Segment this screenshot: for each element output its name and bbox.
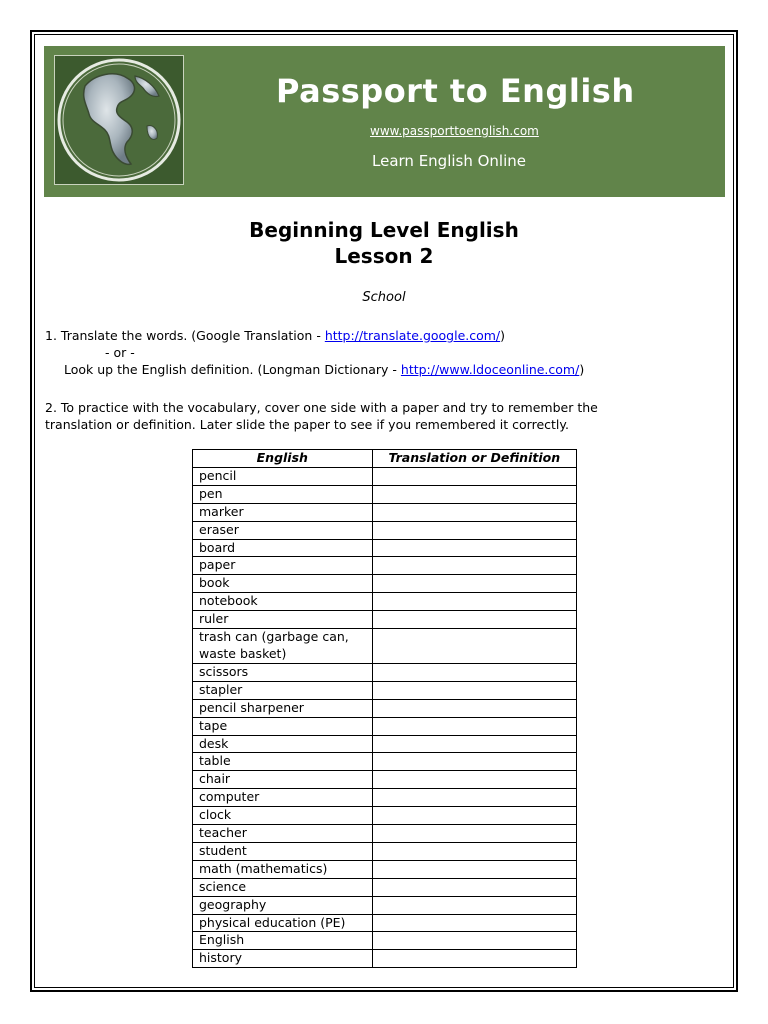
- translation-cell[interactable]: [372, 503, 576, 521]
- english-word: paper: [193, 557, 373, 575]
- english-word: clock: [193, 807, 373, 825]
- translation-cell[interactable]: [372, 593, 576, 611]
- table-row: [193, 629, 577, 664]
- instruction-or: - or -: [105, 345, 135, 360]
- step1b-text: Look up the English definition. (Longman Dictionary -: [64, 362, 401, 377]
- translation-cell[interactable]: [372, 771, 576, 789]
- table-row: [193, 557, 577, 575]
- translation-cell[interactable]: [372, 467, 576, 485]
- english-word: notebook: [193, 593, 373, 611]
- english-word: history: [193, 950, 373, 968]
- english-word: eraser: [193, 521, 373, 539]
- translation-cell[interactable]: [372, 735, 576, 753]
- translation-cell[interactable]: [372, 932, 576, 950]
- translation-cell[interactable]: [372, 878, 576, 896]
- english-word: chair: [193, 771, 373, 789]
- site-title: Passport to English: [276, 72, 635, 110]
- table-row: [193, 807, 577, 825]
- table-row: [193, 575, 577, 593]
- table-row: [193, 825, 577, 843]
- translation-cell[interactable]: [372, 485, 576, 503]
- english-word: table: [193, 753, 373, 771]
- translation-cell[interactable]: [372, 807, 576, 825]
- instruction-step1: [45, 327, 505, 344]
- table-row: [193, 860, 577, 878]
- english-word: pen: [193, 485, 373, 503]
- table-row: [193, 717, 577, 735]
- instruction-step1b: [64, 361, 584, 378]
- english-word: board: [193, 539, 373, 557]
- lesson-number: Lesson 2: [334, 244, 434, 268]
- english-word: English: [193, 932, 373, 950]
- english-word: desk: [193, 735, 373, 753]
- translation-cell[interactable]: [372, 860, 576, 878]
- translation-cell[interactable]: [372, 699, 576, 717]
- translation-cell[interactable]: [372, 663, 576, 681]
- longman-dictionary-link[interactable]: http://www.ldoceonline.com/: [400, 362, 580, 377]
- table-row: [193, 735, 577, 753]
- table-row: [193, 896, 577, 914]
- english-word: pencil: [193, 467, 373, 485]
- table-row: [193, 699, 577, 717]
- translation-cell[interactable]: [372, 717, 576, 735]
- column-header-english: English: [193, 450, 373, 468]
- english-word: teacher: [193, 825, 373, 843]
- english-word: book: [193, 575, 373, 593]
- table-row: [193, 663, 577, 681]
- translation-cell[interactable]: [372, 896, 576, 914]
- table-row: [193, 842, 577, 860]
- english-word: scissors: [193, 663, 373, 681]
- table-row: [193, 503, 577, 521]
- globe-icon: [55, 56, 183, 184]
- english-word: geography: [193, 896, 373, 914]
- translation-cell[interactable]: [372, 825, 576, 843]
- table-row: [193, 932, 577, 950]
- english-word: student: [193, 842, 373, 860]
- table-row: [193, 611, 577, 629]
- translation-cell[interactable]: [372, 629, 576, 664]
- table-row: [193, 950, 577, 968]
- translation-cell[interactable]: [372, 914, 576, 932]
- instruction-step2-line2: translation or definition. Later slide the paper to see if you remembered it correctly.: [45, 417, 569, 432]
- translation-cell[interactable]: [372, 681, 576, 699]
- table-row: [193, 753, 577, 771]
- english-word: ruler: [193, 611, 373, 629]
- page-inner-border: [34, 34, 734, 988]
- logo: [54, 55, 184, 185]
- translation-cell[interactable]: [372, 753, 576, 771]
- table-row: [193, 467, 577, 485]
- translation-cell[interactable]: [372, 950, 576, 968]
- translation-cell[interactable]: [372, 842, 576, 860]
- english-word: math (mathematics): [193, 860, 373, 878]
- english-word: physical education (PE): [193, 914, 373, 932]
- translation-cell[interactable]: [372, 539, 576, 557]
- table-row: [193, 914, 577, 932]
- english-word: tape: [193, 717, 373, 735]
- vocabulary-table: [192, 449, 577, 968]
- table-header-row: [193, 450, 577, 468]
- english-word: science: [193, 878, 373, 896]
- step1-end: ): [500, 328, 506, 343]
- lesson-level: Beginning Level English: [249, 218, 519, 242]
- site-url-link[interactable]: www.passporttoenglish.com: [370, 124, 539, 138]
- translation-cell[interactable]: [372, 611, 576, 629]
- page-border: [30, 30, 738, 992]
- header-banner: [44, 46, 725, 197]
- step1-text: 1. Translate the words. (Google Translation -: [45, 328, 325, 343]
- table-row: [193, 789, 577, 807]
- lesson-title: [35, 217, 733, 269]
- table-row: [193, 485, 577, 503]
- translation-cell[interactable]: [372, 521, 576, 539]
- english-word: computer: [193, 789, 373, 807]
- translation-cell[interactable]: [372, 789, 576, 807]
- english-word: marker: [193, 503, 373, 521]
- table-row: [193, 681, 577, 699]
- instruction-step2-line1: 2. To practice with the vocabulary, cover one side with a paper and try to remember the: [45, 400, 598, 415]
- table-row: [193, 771, 577, 789]
- step1b-end: ): [579, 362, 585, 377]
- site-tagline: Learn English Online: [372, 152, 527, 170]
- column-header-translation: Translation or Definition: [372, 450, 576, 468]
- table-row: [193, 593, 577, 611]
- google-translate-link[interactable]: http://translate.google.com/: [324, 328, 501, 343]
- table-row: [193, 539, 577, 557]
- english-word: trash can (garbage can, waste basket): [193, 629, 373, 664]
- translation-cell[interactable]: [372, 557, 576, 575]
- table-row: [193, 521, 577, 539]
- english-word: stapler: [193, 681, 373, 699]
- translation-cell[interactable]: [372, 575, 576, 593]
- lesson-topic: School: [362, 290, 406, 305]
- english-word: pencil sharpener: [193, 699, 373, 717]
- table-row: [193, 878, 577, 896]
